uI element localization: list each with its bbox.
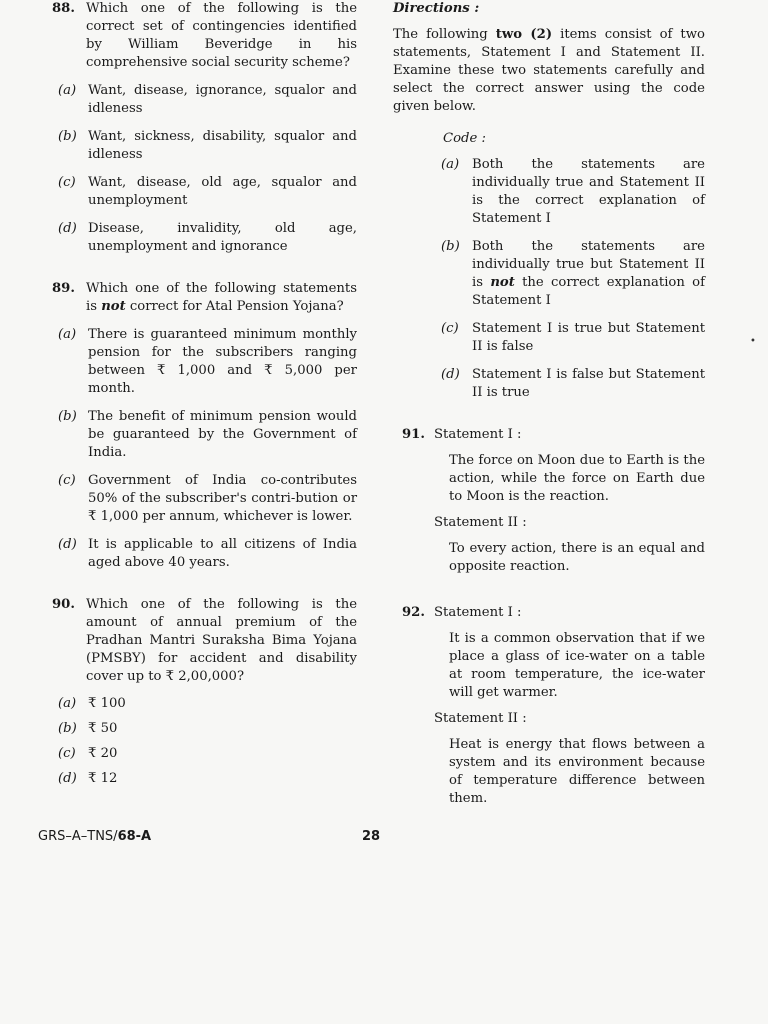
option-90a: (a) ₹ 100 bbox=[58, 696, 126, 711]
code-option-b: (b) Both the statements are individually true but Statement II is not the correct explanation of Statement I bbox=[441, 239, 705, 308]
statement-2-label: Statement II : bbox=[434, 711, 527, 726]
question-text: Which one of the following is the amount of annual premium of the Pradhan Mantri Suraksha Bima Yojana (PMSBY) for accident and disability cover up to ₹ 2,00,000? bbox=[86, 597, 357, 684]
question-91 bbox=[393, 426, 705, 444]
option-88a: (a) Want, disease, ignorance, squalor and idleness bbox=[58, 83, 357, 116]
question-89 bbox=[52, 280, 357, 316]
question-number: 92. bbox=[402, 605, 425, 620]
statement-2-text: Heat is energy that flows between a system and its environment because of temperature difference between them. bbox=[449, 737, 705, 806]
statement-1-label: Statement I : bbox=[434, 427, 522, 442]
option-88c: (c) Want, disease, old age, squalor and unemployment bbox=[58, 175, 357, 208]
option-89b: (b) The benefit of minimum pension would be guaranteed by the Government of India. bbox=[58, 409, 357, 460]
option-89a: (a) There is guaranteed minimum monthly pension for the subscribers ranging between ₹ 1,000 and ₹ 5,000 per month. bbox=[58, 327, 357, 396]
statement-1-label: Statement I : bbox=[434, 605, 522, 620]
option-90c: (c) ₹ 20 bbox=[58, 746, 118, 761]
scan-mark: • bbox=[750, 336, 756, 347]
question-text: Which one of the following statements is not correct for Atal Pension Yojana? bbox=[86, 281, 357, 314]
question-text: Which one of the following is the correct set of contingencies identified by William Beveridge in his comprehensive social security scheme? bbox=[86, 1, 357, 70]
code-option-c: (c) Statement I is true but Statement II is false bbox=[441, 321, 705, 354]
option-89c: (c) Government of India co-contributes 50% of the subscriber's contri-bution or ₹ 1,000 per annum, whichever is lower. bbox=[58, 473, 357, 524]
statement-1-text: It is a common observation that if we place a glass of ice-water on a table at room temperature, the ice-water will get warmer. bbox=[449, 631, 705, 700]
page-number: 28 bbox=[362, 829, 381, 844]
question-number: 90. bbox=[52, 597, 75, 612]
code-option-a: (a) Both the statements are individually true and Statement II is the correct explanation of Statement I bbox=[441, 157, 705, 226]
statement-1-text: The force on Moon due to Earth is the action, while the force on Earth due to Moon is the reaction. bbox=[449, 453, 705, 504]
paper-code: GRS–A–TNS/68-A bbox=[38, 829, 152, 844]
option-88b: (b) Want, sickness, disability, squalor and idleness bbox=[58, 129, 357, 162]
option-90d: (d) ₹ 12 bbox=[58, 771, 118, 786]
left-column bbox=[52, 0, 357, 788]
code-option-d: (d) Statement I is false but Statement II is true bbox=[441, 367, 705, 400]
option-90b: (b) ₹ 50 bbox=[58, 721, 118, 736]
option-88d: (d) Disease, invalidity, old age, unemployment and ignorance bbox=[58, 221, 357, 254]
question-number: 91. bbox=[402, 427, 425, 442]
question-92 bbox=[393, 604, 705, 622]
option-89d: (d) It is applicable to all citizens of India aged above 40 years. bbox=[58, 537, 357, 570]
statement-2-text: To every action, there is an equal and opposite reaction. bbox=[449, 541, 705, 574]
question-88 bbox=[52, 0, 357, 72]
directions-text: The following two (2) items consist of two statements, Statement I and Statement II. Examine these two statements carefully and select the correct answer using the code given below. bbox=[393, 27, 705, 114]
statement-2-label: Statement II : bbox=[434, 515, 527, 530]
directions-title: Directions : bbox=[393, 1, 480, 16]
question-number: 88. bbox=[52, 1, 75, 16]
question-90 bbox=[52, 596, 357, 686]
code-label: Code : bbox=[443, 131, 486, 146]
question-number: 89. bbox=[52, 281, 75, 296]
right-column bbox=[393, 0, 705, 808]
